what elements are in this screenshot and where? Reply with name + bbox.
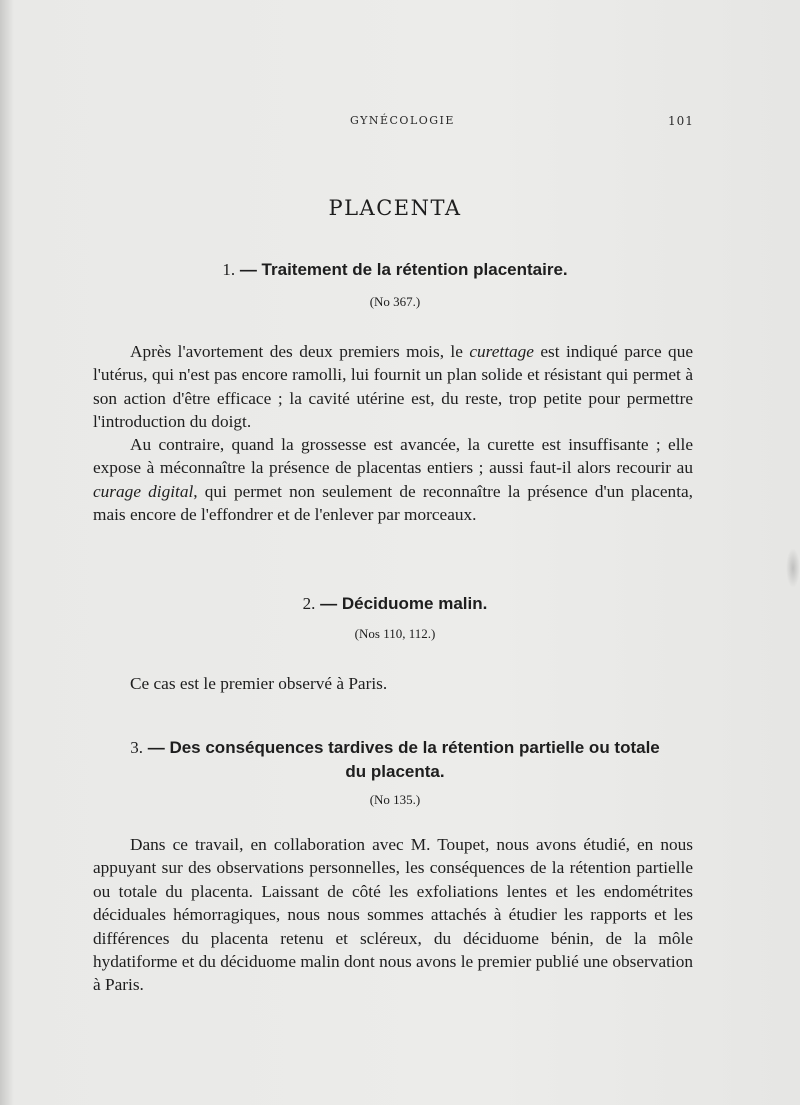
heading-2-title: — Déciduome malin. [320, 594, 488, 613]
ref-3: (No 135.) [369, 792, 421, 807]
paragraph-1-1-emph: curettage [469, 342, 534, 361]
ref-1: (No 367.) [369, 294, 421, 309]
paragraph-1-2-text-a: Au contraire, quand la grossesse est avancée, la curette est insuffisante ; elle expose à méconnaître la présence de placentas entiers ; aussi faut-il alors recourir au [93, 435, 693, 478]
heading-2-number: 2. [302, 594, 316, 613]
heading-3-line-1 [0, 736, 790, 760]
heading-1-number: 1. [222, 260, 236, 279]
ref-2: (Nos 110, 112.) [354, 626, 436, 641]
paragraph-1-1-text-b: est indiqué parce que l'utérus, qui n'est pas encore ramolli, lui fournit un plan solide et résistant qui permet à son action d'être efficace ; la cavité utérine est, du reste, trop petite pour permettre l'introduction du doigt. [93, 342, 694, 432]
paragraph-1-2-text-b: , qui permet non seulement de reconnaître la présence d'un placenta, mais encore de l'effondrer et de l'enlever par morceaux. [93, 481, 693, 525]
paragraph-3-1: Dans ce travail, en collaboration avec M. Toupet, nous avons étudié, en nous appuyant sur des observations personnelles, les conséquences de la rétention partielle ou totale du placenta. Laissant de côté les exfoliations lentes et les endométrites déciduales hémorragiques, nous nous sommes attachés à étudier les rapports et les différences du placenta retenu et scléreux, du déciduome bénin, de la môle hydatiforme et du déciduome malin dont nous avons le premier publié une observation à Paris. [93, 835, 693, 995]
paragraph-1-2 [93, 433, 693, 527]
heading-3-title-line-1: — Des conséquences tardives de la rétention partielle ou totale [147, 738, 660, 757]
heading-3-number: 3. [130, 738, 143, 757]
paragraph-1-1-text-a: Après l'avortement des deux premiers mois, le [130, 342, 470, 361]
paragraph-1-1 [93, 340, 693, 434]
heading-3-title-line-2: du placenta. [345, 762, 445, 781]
heading-3 [0, 736, 790, 784]
paragraph-2-1: Ce cas est le premier observé à Paris. [130, 674, 388, 693]
heading-2 [0, 592, 790, 616]
section-title: PLACENTA [328, 196, 462, 220]
heading-1-title: — Traitement de la rétention placentaire. [239, 260, 568, 279]
page-edge-smudge [786, 548, 800, 588]
page-number: 101 [668, 114, 694, 128]
running-header: GYNÉCOLOGIE [350, 114, 455, 127]
paragraph-1-2-emph: curage digital [93, 481, 194, 501]
heading-1 [0, 258, 790, 282]
